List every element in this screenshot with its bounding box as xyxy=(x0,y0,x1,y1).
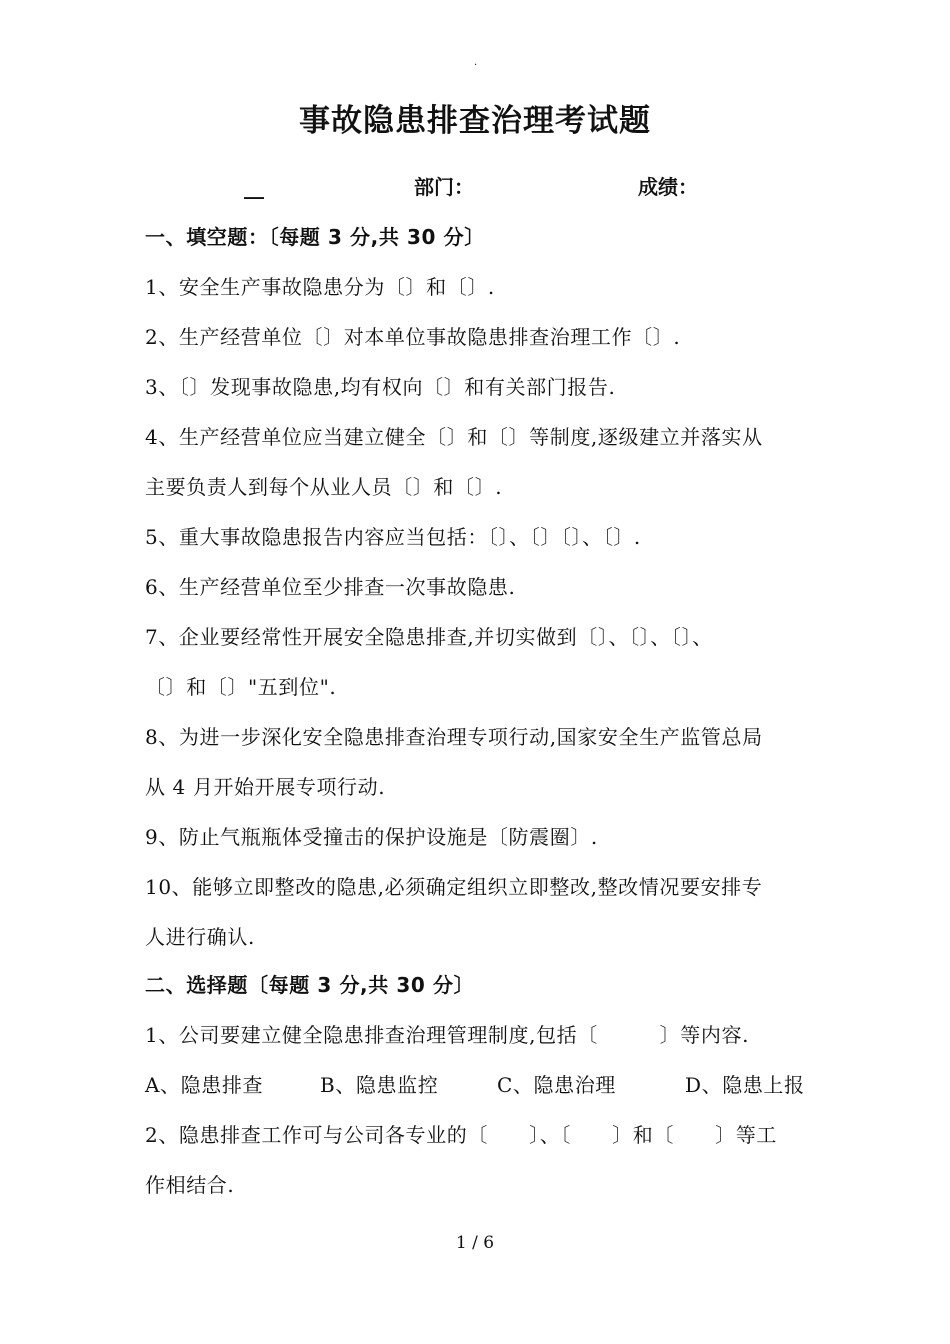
fill-blank-line: 人进行确认. xyxy=(145,925,255,949)
fill-blank-line: 主要负责人到每个从业人员〔〕和〔〕. xyxy=(145,475,503,499)
section2-heading: 二、选择题〔每题 3 分,共 30 分〕 xyxy=(145,973,475,997)
choice-question-1: 1、公司要建立健全隐患排查治理管理制度,包括〔 〕等内容. xyxy=(145,1023,750,1047)
document-title: 事故隐患排查治理考试题 xyxy=(299,103,651,139)
fill-blank-line: 5、重大事故隐患报告内容应当包括：〔〕、〔〕〔〕、〔〕. xyxy=(145,525,641,549)
department-label: 部门： xyxy=(414,175,474,199)
option-a: A、隐患排查 xyxy=(145,1073,264,1097)
fill-blank-line: 7、企业要经常性开展安全隐患排查,并切实做到〔〕、〔〕、〔〕、 xyxy=(145,625,713,649)
fill-blank-line: 9、防止气瓶瓶体受撞击的保护设施是〔防震圈〕. xyxy=(145,825,598,849)
option-c: C、隐患治理 xyxy=(497,1073,616,1097)
fill-blank-line: 3、〔〕发现事故隐患,均有权向〔〕和有关部门报告. xyxy=(145,375,616,399)
fill-blank-line: 〔〕和〔〕"五到位". xyxy=(145,675,337,699)
fill-blank-line: 8、为进一步深化安全隐患排查治理专项行动,国家安全生产监管总局 xyxy=(145,725,763,749)
fill-blank-line: 10、能够立即整改的隐患,必须确定组织立即整改,整改情况要安排专 xyxy=(145,875,763,899)
page-number: 1 / 6 xyxy=(455,1233,495,1253)
fill-blank-line: 2、生产经营单位〔〕对本单位事故隐患排查治理工作〔〕. xyxy=(145,325,681,349)
fill-blank-line: 1、安全生产事故隐患分为〔〕和〔〕. xyxy=(145,275,495,299)
score-label: 成绩： xyxy=(638,175,698,199)
choice-question-2: 2、隐患排查工作可与公司各专业的〔 〕、〔 〕和〔 〕等工 xyxy=(145,1123,777,1147)
choice-question-2-cont: 作相结合. xyxy=(145,1173,235,1197)
name-blank: __ xyxy=(244,175,264,199)
option-b: B、隐患监控 xyxy=(320,1073,439,1097)
header-dot: . xyxy=(474,57,478,68)
section1-heading: 一、填空题：〔每题 3 分,共 30 分〕 xyxy=(145,225,485,249)
fill-blank-line: 从 4 月开始开展专项行动. xyxy=(145,775,386,799)
choice-options xyxy=(145,1070,825,1100)
fill-blank-line: 4、生产经营单位应当建立健全〔〕和〔〕等制度,逐级建立并落实从 xyxy=(145,425,763,449)
option-d: D、隐患上报 xyxy=(685,1073,805,1097)
fill-blank-line: 6、生产经营单位至少排查一次事故隐患. xyxy=(145,575,516,599)
